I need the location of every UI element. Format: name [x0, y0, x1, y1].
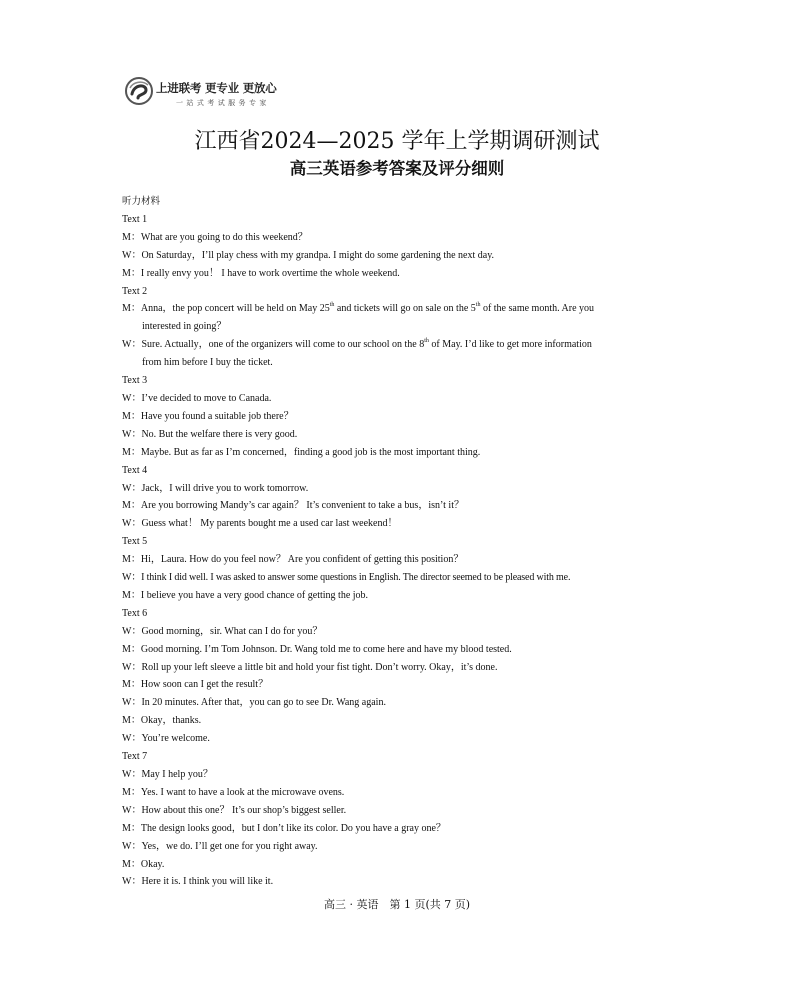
dialogue-line: M：Okay，thanks.	[122, 715, 202, 727]
text-label: Text 1	[122, 213, 148, 225]
page-footer: 高三 · 英语 第 1 页(共 7 页)	[323, 898, 471, 911]
dialogue-line-continued: from him before I buy the ticket.	[142, 357, 273, 369]
dialogue-line: M：I believe you have a very good chance of getting the job.	[122, 589, 369, 601]
section-heading: 听力材料	[122, 196, 161, 207]
page-subtitle: 高三英语参考答案及评分细则	[289, 159, 505, 178]
logo-swirl-icon	[124, 76, 154, 106]
dialogue-line: M：Good morning. I’m Tom Johnson. Dr. Wang told me to come here and have my blood tested.	[122, 643, 512, 655]
dialogue-line: M：I really envy you！ I have to work overtime the whole weekend.	[122, 267, 400, 279]
dialogue-line: M：How soon can I get the result？	[122, 679, 269, 691]
dialogue-line: M：The design looks good，but I don’t like its color. Do you have a gray one？	[122, 822, 446, 834]
listening-transcript	[122, 193, 674, 891]
text-label: Text 5	[122, 536, 148, 548]
dialogue-line: W：Roll up your left sleeve a little bit and hold your fist tight. Don’t worry. Okay，it’s done.	[122, 661, 498, 673]
text-label: Text 6	[122, 607, 148, 619]
dialogue-line: W：Good morning，sir. What can I do for you？	[122, 625, 323, 637]
logo-slogan: 上进联考 更专业 更放心	[156, 81, 277, 95]
text-label: Text 2	[122, 285, 148, 297]
dialogue-line: W：On Saturday，I’ll play chess with my grandpa. I might do some gardening the next day.	[122, 249, 495, 261]
text-label: Text 4	[122, 464, 148, 476]
dialogue-line: M：What are you going to do this weekend？	[122, 231, 308, 243]
dialogue-line: W：Here it is. I think you will like it.	[122, 876, 274, 888]
dialogue-line-continued: interested in going？	[142, 321, 227, 333]
page-title: 江西省2024—2025 学年上学期调研测试	[194, 129, 600, 154]
dialogue-line: M：Yes. I want to have a look at the microwave ovens.	[122, 786, 345, 798]
dialogue-line: M：Okay.	[122, 858, 165, 870]
dialogue-line: M：Maybe. But as far as I’m concerned，finding a good job is the most important thing.	[122, 446, 481, 458]
dialogue-line: W：You’re welcome.	[122, 733, 210, 745]
dialogue-line: W：Jack，I will drive you to work tomorrow.	[122, 482, 309, 494]
dialogue-line: W：I think I did well. I was asked to answer some questions in English. The director seemed to be pleased with me.	[122, 572, 571, 584]
dialogue-line: W：Yes，we do. I’ll get one for you right away.	[122, 840, 318, 852]
dialogue-line: M：Anna，the pop concert will be held on May 25th and tickets will go on sale on the 5th of the same month. Are you	[122, 302, 595, 315]
dialogue-line: W：I’ve decided to move to Canada.	[122, 392, 272, 404]
dialogue-line: M：Are you borrowing Mandy’s car again？ It’s convenient to take a bus，isn’t it？	[122, 500, 464, 512]
dialogue-line: W：Sure. Actually，one of the organizers will come to our school on the 8th of May. I’d like to get more information	[122, 337, 592, 351]
dialogue-line: M：Have you found a suitable job there？	[122, 410, 294, 422]
dialogue-line: W：No. But the welfare there is very good.	[122, 428, 298, 440]
dialogue-line: W：How about this one？ It’s our shop’s biggest seller.	[122, 804, 347, 816]
dialogue-line: W：In 20 minutes. After that，you can go to see Dr. Wang again.	[122, 697, 386, 709]
dialogue-line: W：May I help you？	[122, 769, 213, 780]
logo-subtext: 一 站 式 考 试 服 务 专 家	[176, 99, 268, 107]
text-label: Text 3	[122, 375, 148, 387]
text-label: Text 7	[122, 751, 148, 763]
dialogue-line: W：Guess what！ My parents bought me a used car last weekend！	[122, 518, 398, 530]
dialogue-line: M：Hi，Laura. How do you feel now？ Are you confident of getting this position？	[122, 554, 464, 566]
brand-logo	[124, 74, 284, 114]
